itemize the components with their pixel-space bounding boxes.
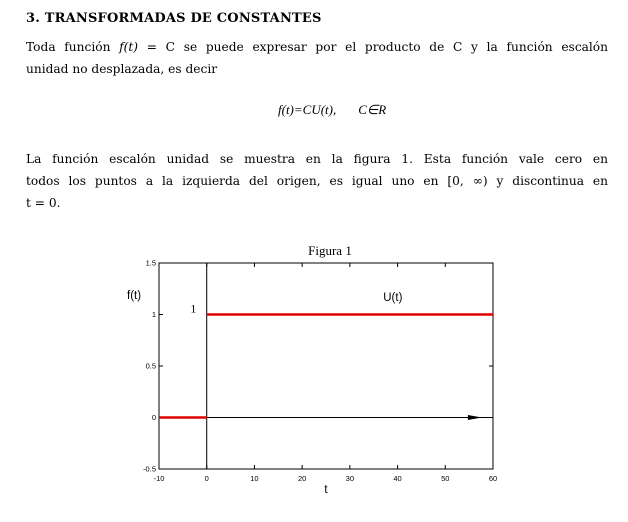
y-tick-label: 1 bbox=[151, 310, 156, 319]
x-tick-label: 10 bbox=[250, 474, 259, 483]
function-symbol: f(t) bbox=[119, 40, 139, 54]
paragraph-1-line-2: unidad no desplazada, es decir bbox=[26, 62, 218, 76]
plot-frame bbox=[159, 263, 493, 469]
formula-lhs: f(t)=CU(t), bbox=[278, 102, 337, 117]
x-tick-label: 40 bbox=[393, 474, 402, 483]
x-tick-label: -10 bbox=[153, 474, 165, 483]
y-tick-label: 1.5 bbox=[145, 258, 156, 268]
y-tick-label: 0 bbox=[151, 413, 156, 422]
x-tick-label: 20 bbox=[297, 474, 307, 483]
x-tick-label: 30 bbox=[345, 474, 355, 483]
curve-label: U(t) bbox=[383, 292, 403, 305]
paragraph-2-line-3: t = 0. bbox=[26, 196, 61, 210]
formula-rhs: C∈R bbox=[358, 102, 387, 117]
level-label: 1 bbox=[190, 301, 197, 316]
x-tick-label: 50 bbox=[441, 474, 450, 483]
x-tick-label: 60 bbox=[488, 474, 498, 483]
y-tick-label: -0.5 bbox=[143, 464, 156, 474]
x-axis-label: t bbox=[324, 484, 328, 496]
paragraph-2-line-1: La función escalón unidad se muestra en la figura 1. Esta función vale cero en bbox=[26, 152, 608, 166]
x-tick-label: 0 bbox=[204, 474, 209, 483]
y-axis-label: f(t) bbox=[127, 290, 142, 302]
section-heading: 3. TRANSFORMADAS DE CONSTANTES bbox=[26, 11, 322, 26]
arrow-head bbox=[468, 415, 482, 420]
chart-title: Figura 1 bbox=[308, 243, 352, 258]
paragraph-1-line-1: Toda función f(t) = C se puede expresar por el producto de C y la función escalón bbox=[26, 40, 608, 54]
y-tick-label: 0.5 bbox=[145, 361, 156, 371]
paragraph-2-line-2: todos los puntos a la izquierda del origen, es igual uno en [0, ∞) y discontinua en bbox=[26, 174, 608, 188]
